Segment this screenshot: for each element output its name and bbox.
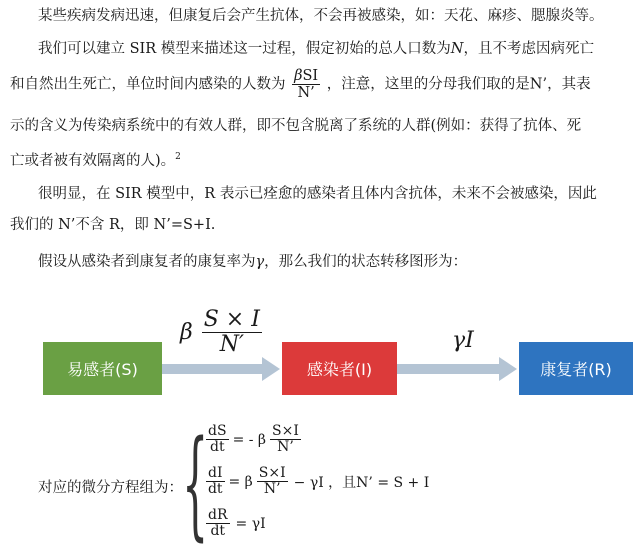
recovered-label: 康复者(R) — [540, 360, 612, 379]
denominator: dt — [207, 481, 223, 497]
gamma-symbol: γ — [255, 254, 265, 270]
footnote-ref: 2 — [175, 152, 181, 162]
fraction-denominator: N′ — [219, 332, 244, 357]
beta-symbol: β — [180, 320, 193, 345]
numerator: S×I — [258, 465, 286, 481]
susceptible-label: 易感者(S) — [67, 360, 138, 379]
paragraph-3-line-1: 很明显，在 SIR 模型中，R 表示已痊愈的感染者且体内含抗体，未来不会被感染，因此 — [38, 186, 597, 202]
recovered-box — [519, 342, 633, 395]
text: 和自然出生死亡，单位时间内感染的人数为 — [10, 76, 286, 93]
text: ，注意，这里的分母我们取的是N’，其表 — [326, 76, 591, 93]
equation-operator: = β — [228, 473, 253, 490]
denominator: N’ — [277, 439, 294, 455]
equation-di — [204, 466, 429, 497]
infection-rate-fraction — [292, 68, 320, 101]
paragraph-4 — [38, 252, 467, 272]
infected-label: 感染者(I) — [306, 360, 373, 379]
equation-operator: = - β — [232, 431, 267, 448]
paragraph-1: 某些疾病发病迅速，但康复后会产生抗体，不会再被感染，如：天花、麻疹、腮腺炎等。 — [38, 8, 604, 24]
paragraph-2-line-3: 示的含义为传染病系统中的有效人群，即不包含脱离了系统的人群(例如：获得了抗体、死 — [10, 118, 582, 134]
numerator: S×I — [272, 423, 299, 439]
equation-ds — [204, 424, 303, 455]
numerator: dR — [208, 507, 228, 523]
text: 我们可以建立 SIR 模型来描述这一过程，假定初始的总人口数为 — [38, 41, 451, 57]
fraction-numerator: S × I — [203, 307, 260, 332]
infection-rate-fraction — [202, 308, 262, 357]
equation-dr — [204, 508, 266, 539]
numerator: dS — [208, 423, 227, 439]
equations-intro: 对应的微分方程组为： — [38, 480, 183, 496]
infected-box — [282, 342, 397, 395]
denominator: N’ — [263, 481, 281, 497]
denominator: dt — [209, 439, 225, 455]
paragraph-2-line — [38, 39, 594, 59]
paragraph-2-line-2 — [10, 68, 591, 101]
infection-rate-label — [180, 308, 264, 357]
variable-n: N — [450, 41, 464, 57]
beta-symbol: β — [294, 68, 303, 84]
arrow-s-to-i — [162, 356, 282, 382]
equation-tail: − γI ，且N’ = S + I — [293, 474, 430, 491]
text: 亡或者被有效隔离的人)。 — [10, 152, 176, 169]
fraction-denominator: N’ — [297, 85, 315, 101]
fraction-numerator: SI — [302, 68, 319, 84]
denominator: dt — [210, 523, 226, 539]
numerator: dI — [208, 465, 223, 481]
susceptible-box — [43, 342, 162, 395]
text: ，那么我们的状态转移图形为： — [264, 254, 468, 270]
left-brace: { — [182, 414, 209, 552]
paragraph-3-line-2: 我们的 N’不含 R，即 N’=S+I. — [10, 217, 216, 233]
paragraph-2-line-4 — [10, 147, 181, 171]
equation-tail: = γI — [235, 515, 266, 532]
arrow-i-to-r — [397, 356, 519, 382]
text: 假设从感染者到康复者的康复率为 — [38, 254, 256, 270]
recovery-rate-label: γI — [452, 328, 474, 353]
text: ，且不考虑因病死亡 — [463, 41, 594, 57]
